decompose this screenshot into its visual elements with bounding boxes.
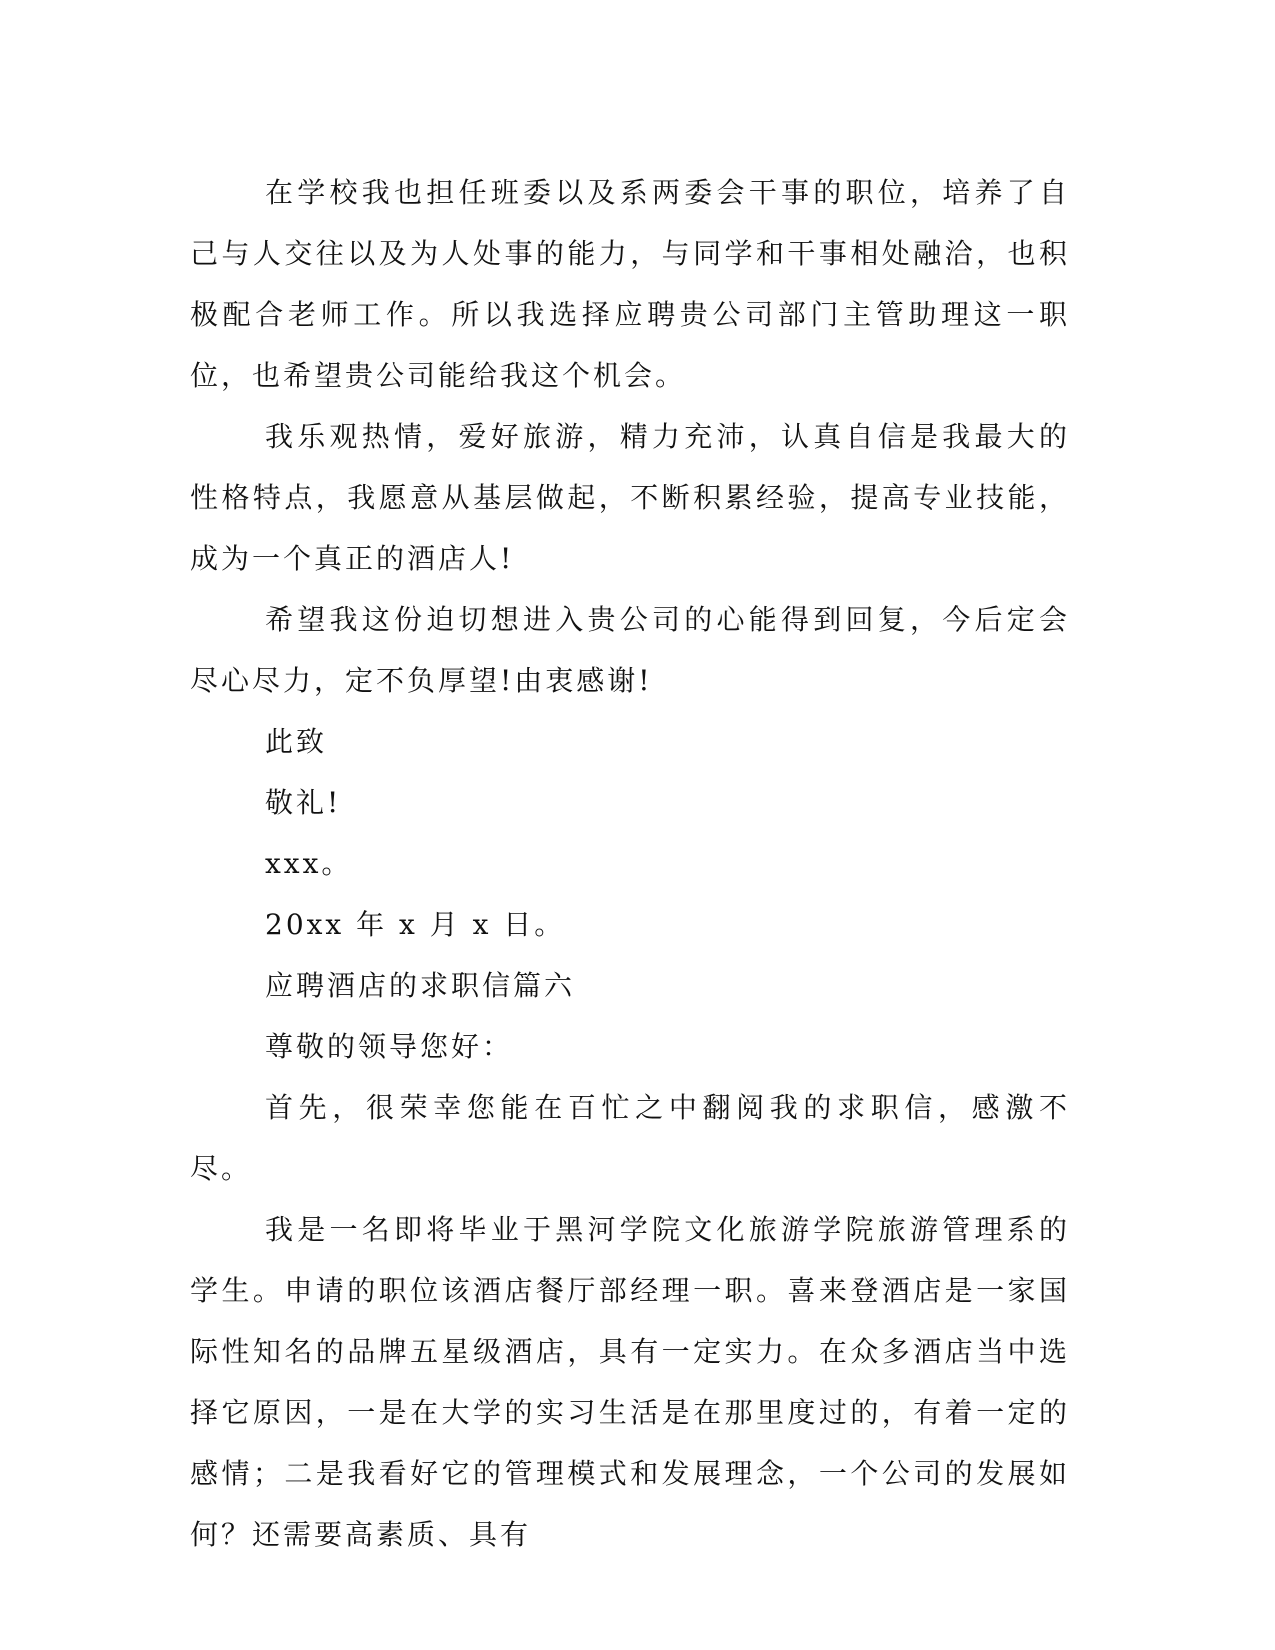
signature: xxx。 [265, 847, 353, 880]
greeting: 尊敬的领导您好： [265, 1030, 514, 1063]
closing-salutation-2: 敬礼! [265, 786, 342, 819]
paragraph-main: 我是一名即将毕业于黑河学院文化旅游学院旅游管理系的学生。申请的职位该酒店餐厅部经理一职。喜来登酒店是一家国际性知名的品牌五星级酒店，具有一定实力。在众多酒店当中选择它原因，一是在大学的实习生活是在那里度过的，有着一定的感情；二是我看好它的管理模式和发展理念，一个公司的发展如何？还需要高素质、具有 [190, 1213, 1070, 1551]
section-title: 应聘酒店的求职信篇六 [265, 969, 576, 1002]
document-body [190, 162, 1070, 1565]
paragraph-intro: 首先，很荣幸您能在百忙之中翻阅我的求职信，感激不尽。 [190, 1091, 1070, 1185]
closing-salutation-1: 此致 [265, 725, 328, 758]
paragraph-school-experience: 在学校我也担任班委以及系两委会干事的职位，培养了自己与人交往以及为人处事的能力，与同学和干事相处融洽，也积极配合老师工作。所以我选择应聘贵公司部门主管助理这一职位，也希望贵公司能给我这个机会。 [190, 176, 1070, 392]
paragraph-hope: 希望我这份迫切想进入贵公司的心能得到回复，今后定会尽心尽力，定不负厚望!由衷感谢! [190, 603, 1070, 697]
letter-date: 20xx 年 x 月 x 日。 [265, 908, 566, 941]
paragraph-personality: 我乐观热情，爱好旅游，精力充沛，认真自信是我最大的性格特点，我愿意从基层做起，不断积累经验，提高专业技能，成为一个真正的酒店人! [190, 420, 1070, 575]
